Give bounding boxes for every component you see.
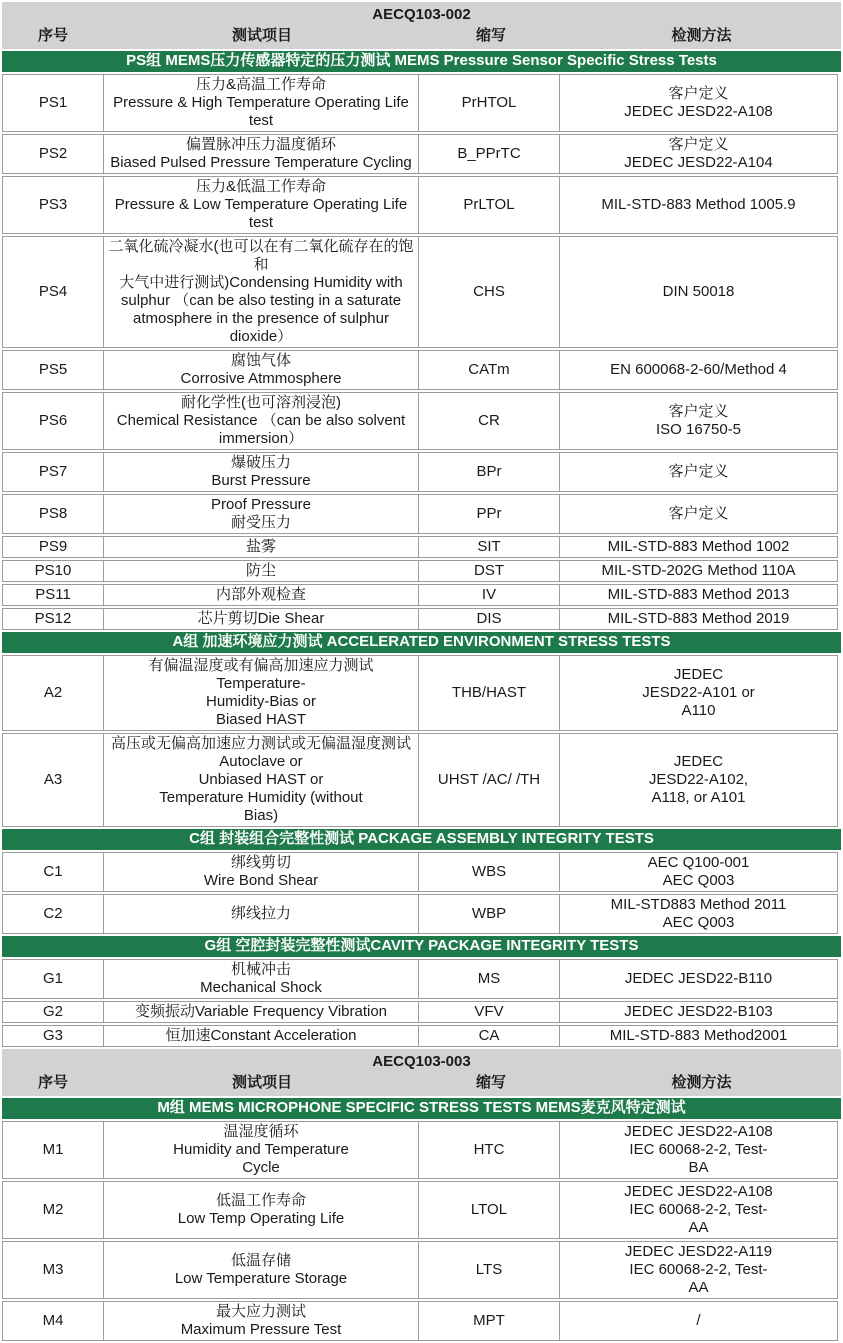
abbreviation-cell bbox=[418, 1181, 560, 1239]
method-cell bbox=[559, 176, 838, 234]
test-item-cell bbox=[103, 176, 419, 234]
column-header: 序号 bbox=[37, 1074, 68, 1091]
method-line: 客户定义 bbox=[668, 85, 729, 102]
method-line: IEC 60068-2-2, Test- bbox=[629, 1261, 768, 1278]
test-item-line: 内部外观检查 bbox=[215, 586, 306, 603]
table-row bbox=[2, 1121, 841, 1179]
test-item-line: Corrosive Atmmosphere bbox=[180, 370, 342, 387]
method-cell bbox=[559, 584, 838, 606]
test-item-line: 低温存储 bbox=[230, 1252, 291, 1269]
method-line: MIL-STD-883 Method 1005.9 bbox=[601, 196, 796, 213]
test-item-cell bbox=[103, 134, 419, 174]
table-row bbox=[2, 74, 841, 132]
method-line: 客户定义 bbox=[668, 505, 729, 522]
table-row bbox=[2, 655, 841, 731]
table-row bbox=[2, 584, 841, 606]
test-item-line: 有偏温湿度或有偏高加速应力测试 bbox=[148, 657, 374, 674]
test-item-line: 芯片剪切Die Shear bbox=[197, 610, 325, 627]
test-item-cell bbox=[103, 560, 419, 582]
abbreviation: SIT bbox=[477, 538, 501, 555]
test-item-line: 绑线拉力 bbox=[230, 905, 291, 922]
row-id: PS4 bbox=[38, 283, 68, 300]
test-item-line: Pressure & Low Temperature Operating Life bbox=[114, 196, 408, 213]
method-cell bbox=[559, 959, 838, 999]
method-line: AEC Q003 bbox=[662, 914, 735, 931]
abbreviation-cell bbox=[418, 536, 560, 558]
method-cell bbox=[559, 852, 838, 892]
row-id-cell bbox=[2, 350, 104, 390]
row-id: PS12 bbox=[34, 610, 72, 627]
row-id: M4 bbox=[42, 1312, 64, 1329]
abbreviation-cell bbox=[418, 852, 560, 892]
test-item-line: 恒加速Constant Acceleration bbox=[165, 1027, 357, 1044]
abbreviation-cell bbox=[418, 494, 560, 534]
abbreviation: LTOL bbox=[470, 1201, 508, 1218]
test-item-line: 低温工作寿命 bbox=[215, 1192, 306, 1209]
method-line: AA bbox=[688, 1279, 709, 1296]
test-item-cell bbox=[103, 392, 419, 450]
abbreviation-cell bbox=[418, 1121, 560, 1179]
test-item-line: Temperature- bbox=[216, 675, 306, 692]
table-row bbox=[2, 176, 841, 234]
row-id-cell bbox=[2, 584, 104, 606]
abbreviation: PPr bbox=[476, 505, 502, 522]
test-item-cell bbox=[103, 1001, 419, 1023]
test-item-line: 最大应力测试 bbox=[215, 1303, 306, 1320]
abbreviation: CR bbox=[478, 412, 500, 429]
row-id-cell bbox=[2, 560, 104, 582]
row-id-cell bbox=[2, 1241, 104, 1299]
row-id: PS11 bbox=[35, 586, 71, 603]
table-row bbox=[2, 134, 841, 174]
abbreviation-cell bbox=[418, 134, 560, 174]
test-item-line: Maximum Pressure Test bbox=[180, 1321, 342, 1338]
test-item-cell bbox=[103, 452, 419, 492]
test-item-line: Low Temp Operating Life bbox=[177, 1210, 345, 1227]
method-cell bbox=[559, 1301, 838, 1341]
test-item-line: 爆破压力 bbox=[230, 454, 291, 471]
abbreviation-cell bbox=[418, 584, 560, 606]
method-cell bbox=[559, 392, 838, 450]
row-id: PS7 bbox=[38, 463, 68, 480]
table-row bbox=[2, 350, 841, 390]
method-cell bbox=[559, 560, 838, 582]
row-id-cell bbox=[2, 134, 104, 174]
row-id: PS2 bbox=[38, 145, 68, 162]
table-row bbox=[2, 236, 841, 348]
method-line: AEC Q100-001 bbox=[647, 854, 750, 871]
abbreviation: HTC bbox=[473, 1141, 505, 1158]
abbreviation: CHS bbox=[473, 283, 505, 300]
table-row bbox=[2, 560, 841, 582]
test-item-cell bbox=[103, 536, 419, 558]
row-id-cell bbox=[2, 733, 104, 827]
method-cell bbox=[559, 1241, 838, 1299]
method-cell bbox=[559, 608, 838, 630]
abbreviation-cell bbox=[418, 608, 560, 630]
method-line: 客户定义 bbox=[668, 403, 729, 420]
abbreviation-cell bbox=[418, 560, 560, 582]
test-item-cell bbox=[103, 494, 419, 534]
column-header: 缩写 bbox=[475, 1074, 506, 1091]
table-row bbox=[2, 608, 841, 630]
method-line: BA bbox=[688, 1159, 709, 1176]
abbreviation: UHST /AC/ /TH bbox=[437, 771, 541, 788]
test-item-line: Cycle bbox=[242, 1159, 280, 1176]
test-table bbox=[2, 1049, 841, 1341]
method-line: IEC 60068-2-2, Test- bbox=[629, 1201, 768, 1218]
column-header-row bbox=[2, 1071, 841, 1096]
test-item-cell bbox=[103, 1181, 419, 1239]
method-line: JEDEC JESD22-B110 bbox=[624, 970, 773, 987]
row-id-cell bbox=[2, 1001, 104, 1023]
test-item-line: 防尘 bbox=[245, 562, 276, 579]
row-id: PS1 bbox=[38, 94, 68, 111]
abbreviation-cell bbox=[418, 1241, 560, 1299]
method-line: MIL-STD-883 Method 1002 bbox=[607, 538, 790, 555]
row-id: M3 bbox=[42, 1261, 64, 1278]
test-item-cell bbox=[103, 74, 419, 132]
test-item-line: Unbiased HAST or bbox=[198, 771, 324, 788]
row-id: PS10 bbox=[34, 562, 72, 579]
test-item-cell bbox=[103, 1301, 419, 1341]
abbreviation-cell bbox=[418, 655, 560, 731]
test-item-line: Burst Pressure bbox=[211, 472, 311, 489]
abbreviation: DST bbox=[474, 562, 504, 579]
row-id: C2 bbox=[43, 905, 63, 922]
method-cell bbox=[559, 452, 838, 492]
method-line: JEDEC bbox=[673, 753, 724, 770]
test-item-line: Low Temperature Storage bbox=[174, 1270, 348, 1287]
test-item-cell bbox=[103, 1025, 419, 1047]
test-item-line: Mechanical Shock bbox=[200, 979, 322, 996]
test-specification-document bbox=[2, 2, 841, 1341]
table-row bbox=[2, 894, 841, 934]
abbreviation: CA bbox=[478, 1027, 500, 1044]
test-item-line: 偏置脉冲压力温度循环 bbox=[185, 136, 336, 153]
test-item-line: 二氧化硫冷凝水(也可以在有二氧化硫存在的饱和 bbox=[108, 238, 414, 273]
test-item-cell bbox=[103, 584, 419, 606]
column-header: 序号 bbox=[37, 27, 68, 44]
section-band: A组 加速环境应力测试 ACCELERATED ENVIRONMENT STRESS TESTS bbox=[2, 632, 841, 653]
abbreviation: LTS bbox=[475, 1261, 503, 1278]
test-item-cell bbox=[103, 1121, 419, 1179]
section-band: C组 封装组合完整性测试 PACKAGE ASSEMBLY INTEGRITY TESTS bbox=[2, 829, 841, 850]
row-id: A2 bbox=[43, 684, 63, 701]
test-table bbox=[2, 2, 841, 1047]
row-id-cell bbox=[2, 536, 104, 558]
test-item-cell bbox=[103, 350, 419, 390]
method-cell bbox=[559, 1121, 838, 1179]
method-cell bbox=[559, 894, 838, 934]
method-cell bbox=[559, 1025, 838, 1047]
test-item-line: 机械冲击 bbox=[230, 961, 291, 978]
method-line: MIL-STD883 Method 2011 bbox=[610, 896, 787, 913]
row-id-cell bbox=[2, 1025, 104, 1047]
test-item-line: 压力&高温工作寿命 bbox=[195, 76, 326, 93]
table-row bbox=[2, 452, 841, 492]
table-row bbox=[2, 1301, 841, 1341]
abbreviation: PrLTOL bbox=[463, 196, 515, 213]
test-item-line: atmosphere in the presence of sulphur bbox=[133, 310, 389, 327]
row-id-cell bbox=[2, 176, 104, 234]
row-id: PS5 bbox=[38, 361, 68, 378]
column-header-row bbox=[2, 24, 841, 49]
abbreviation: MS bbox=[477, 970, 501, 987]
row-id: PS8 bbox=[38, 505, 68, 522]
row-id-cell bbox=[2, 494, 104, 534]
abbreviation-cell bbox=[418, 176, 560, 234]
row-id-cell bbox=[2, 608, 104, 630]
row-id-cell bbox=[2, 959, 104, 999]
abbreviation: VFV bbox=[474, 1003, 504, 1020]
test-item-line: Biased HAST bbox=[215, 711, 307, 728]
abbreviation: MPT bbox=[473, 1312, 505, 1329]
test-item-line: test bbox=[248, 112, 274, 129]
abbreviation-cell bbox=[418, 959, 560, 999]
table-row bbox=[2, 1025, 841, 1047]
table-title: AECQ103-002 bbox=[2, 2, 841, 24]
test-item-line: immersion） bbox=[218, 430, 304, 447]
method-line: MIL-STD-202G Method 110A bbox=[601, 562, 796, 579]
abbreviation: B_PPrTC bbox=[457, 145, 521, 162]
table-row bbox=[2, 392, 841, 450]
table-row bbox=[2, 494, 841, 534]
method-cell bbox=[559, 1001, 838, 1023]
abbreviation: WBS bbox=[471, 863, 507, 880]
abbreviation-cell bbox=[418, 1001, 560, 1023]
column-header: 测试项目 bbox=[231, 27, 292, 44]
abbreviation: CATm bbox=[468, 361, 510, 378]
method-line: JEDEC JESD22-A108 bbox=[624, 1183, 773, 1200]
method-line: A110 bbox=[681, 702, 716, 719]
row-id-cell bbox=[2, 236, 104, 348]
section-band: PS组 MEMS压力传感器特定的压力测试 MEMS Pressure Sensor Specific Stress Tests bbox=[2, 51, 841, 72]
method-line: JEDEC JESD22-A119 bbox=[624, 1243, 773, 1260]
table-row bbox=[2, 1001, 841, 1023]
test-item-line: 温湿度循环 bbox=[223, 1123, 299, 1140]
test-item-line: dioxide） bbox=[229, 328, 293, 345]
method-line: / bbox=[696, 1312, 701, 1329]
row-id: M2 bbox=[42, 1201, 64, 1218]
test-item-line: 耐化学性(也可溶剂浸泡) bbox=[181, 394, 341, 411]
row-id: C1 bbox=[43, 863, 63, 880]
method-cell bbox=[559, 536, 838, 558]
table-row bbox=[2, 536, 841, 558]
test-item-line: 腐蚀气体 bbox=[230, 352, 291, 369]
row-id: G1 bbox=[42, 970, 63, 987]
row-id-cell bbox=[2, 452, 104, 492]
table-row bbox=[2, 852, 841, 892]
row-id: PS9 bbox=[38, 538, 68, 555]
method-cell bbox=[559, 74, 838, 132]
row-id-cell bbox=[2, 392, 104, 450]
test-item-line: Proof Pressure bbox=[210, 496, 312, 513]
test-item-line: 压力&低温工作寿命 bbox=[195, 178, 326, 195]
table-row bbox=[2, 1241, 841, 1299]
method-line: JEDEC JESD22-A108 bbox=[624, 103, 773, 120]
abbreviation-cell bbox=[418, 733, 560, 827]
row-id-cell bbox=[2, 894, 104, 934]
abbreviation-cell bbox=[418, 452, 560, 492]
row-id-cell bbox=[2, 852, 104, 892]
column-header: 缩写 bbox=[475, 27, 506, 44]
method-line: A118, or A101 bbox=[651, 789, 746, 806]
test-item-line: test bbox=[248, 214, 274, 231]
test-item-cell bbox=[103, 608, 419, 630]
method-cell bbox=[559, 1181, 838, 1239]
abbreviation-cell bbox=[418, 392, 560, 450]
row-id: M1 bbox=[42, 1141, 64, 1158]
test-item-line: Temperature Humidity (without bbox=[159, 789, 363, 806]
method-cell bbox=[559, 350, 838, 390]
method-cell bbox=[559, 733, 838, 827]
test-item-line: Humidity-Bias or bbox=[205, 693, 317, 710]
row-id: PS3 bbox=[38, 196, 68, 213]
row-id: A3 bbox=[43, 771, 63, 788]
test-item-line: sulphur （can be also testing in a saturate bbox=[120, 292, 402, 309]
method-line: JEDEC JESD22-A108 bbox=[624, 1123, 773, 1140]
abbreviation: DIS bbox=[476, 610, 502, 627]
method-line: IEC 60068-2-2, Test- bbox=[629, 1141, 768, 1158]
test-item-line: 盐雾 bbox=[245, 538, 276, 555]
test-item-cell bbox=[103, 236, 419, 348]
section-band: G组 空腔封装完整性测试CAVITY PACKAGE INTEGRITY TESTS bbox=[2, 936, 841, 957]
method-line: ISO 16750-5 bbox=[655, 421, 742, 438]
test-item-cell bbox=[103, 655, 419, 731]
method-line: MIL-STD-883 Method 2013 bbox=[607, 586, 790, 603]
row-id: PS6 bbox=[38, 412, 68, 429]
row-id-cell bbox=[2, 1181, 104, 1239]
method-line: AA bbox=[688, 1219, 709, 1236]
method-line: DIN 50018 bbox=[662, 283, 735, 300]
test-item-line: Bias) bbox=[243, 807, 279, 824]
abbreviation: PrHTOL bbox=[461, 94, 517, 111]
abbreviation-cell bbox=[418, 236, 560, 348]
table-row bbox=[2, 1181, 841, 1239]
row-id: G2 bbox=[42, 1003, 63, 1020]
method-line: EN 600068-2-60/Method 4 bbox=[610, 361, 787, 378]
test-item-line: Biased Pulsed Pressure Temperature Cycling bbox=[110, 154, 412, 171]
test-item-cell bbox=[103, 733, 419, 827]
method-line: JEDEC bbox=[673, 666, 724, 683]
column-header: 检测方法 bbox=[671, 1074, 732, 1091]
abbreviation: WBP bbox=[471, 905, 507, 922]
row-id-cell bbox=[2, 1121, 104, 1179]
abbreviation-cell bbox=[418, 1301, 560, 1341]
table-row bbox=[2, 733, 841, 827]
row-id-cell bbox=[2, 74, 104, 132]
test-item-line: Pressure & High Temperature Operating Life bbox=[113, 94, 409, 111]
test-item-cell bbox=[103, 959, 419, 999]
test-item-line: 耐受压力 bbox=[230, 514, 291, 531]
test-item-cell bbox=[103, 1241, 419, 1299]
abbreviation: IV bbox=[481, 586, 497, 603]
method-line: MIL-STD-883 Method2001 bbox=[609, 1027, 788, 1044]
method-line: MIL-STD-883 Method 2019 bbox=[607, 610, 790, 627]
method-cell bbox=[559, 236, 838, 348]
row-id-cell bbox=[2, 1301, 104, 1341]
abbreviation-cell bbox=[418, 74, 560, 132]
method-line: 客户定义 bbox=[668, 463, 729, 480]
abbreviation: THB/HAST bbox=[451, 684, 527, 701]
method-line: 客户定义 bbox=[668, 136, 729, 153]
method-line: JEDEC JESD22-A104 bbox=[624, 154, 773, 171]
table-row bbox=[2, 959, 841, 999]
method-line: AEC Q003 bbox=[662, 872, 735, 889]
abbreviation-cell bbox=[418, 350, 560, 390]
test-item-line: Chemical Resistance （can be also solvent bbox=[116, 412, 406, 429]
method-line: JEDEC JESD22-B103 bbox=[624, 1003, 773, 1020]
abbreviation-cell bbox=[418, 1025, 560, 1047]
row-id-cell bbox=[2, 655, 104, 731]
method-cell bbox=[559, 494, 838, 534]
test-item-line: Wire Bond Shear bbox=[203, 872, 319, 889]
abbreviation: BPr bbox=[476, 463, 502, 480]
test-item-cell bbox=[103, 894, 419, 934]
method-cell bbox=[559, 134, 838, 174]
method-cell bbox=[559, 655, 838, 731]
test-item-line: 变频振动Variable Frequency Vibration bbox=[134, 1003, 388, 1020]
method-line: JESD22-A102, bbox=[648, 771, 749, 788]
test-item-cell bbox=[103, 852, 419, 892]
method-line: JESD22-A101 or bbox=[642, 684, 755, 701]
test-item-line: 大气中进行测试)Condensing Humidity with bbox=[119, 274, 403, 291]
section-band: M组 MEMS MICROPHONE SPECIFIC STRESS TESTS MEMS麦克风特定测试 bbox=[2, 1098, 841, 1119]
table-title: AECQ103-003 bbox=[2, 1049, 841, 1071]
test-item-line: 绑线剪切 bbox=[230, 854, 291, 871]
row-id: G3 bbox=[42, 1027, 63, 1044]
test-item-line: Autoclave or bbox=[219, 753, 303, 770]
test-item-line: 高压或无偏高加速应力测试或无偏温湿度测试 bbox=[110, 735, 411, 752]
column-header: 检测方法 bbox=[671, 27, 732, 44]
column-header: 测试项目 bbox=[231, 1074, 292, 1091]
test-item-line: Humidity and Temperature bbox=[173, 1141, 349, 1158]
abbreviation-cell bbox=[418, 894, 560, 934]
